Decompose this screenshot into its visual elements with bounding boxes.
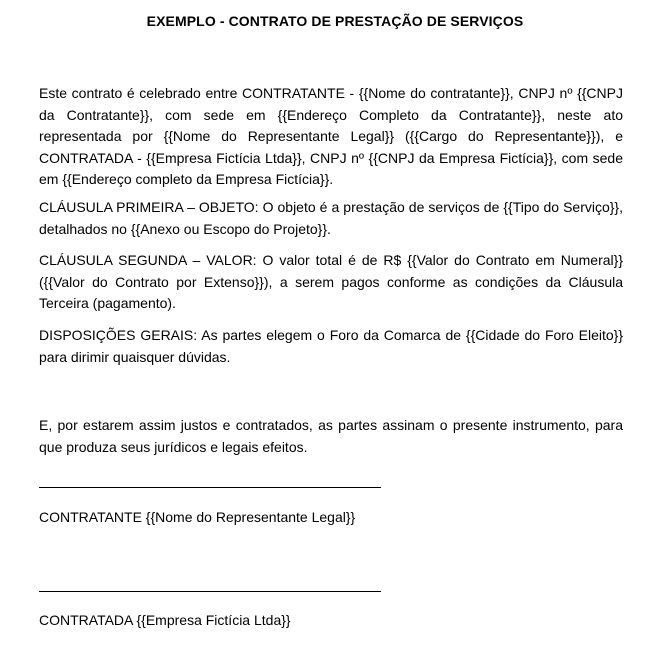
contratada-signature-line (39, 591, 381, 592)
clause-two-paragraph: CLÁUSULA SEGUNDA – VALOR: O valor total é de R$ {{Valor do Contrato em Numeral}} ({{Valor do Contrato por Extenso}}), a serem pagos conforme as condições da Cláusula Terceira (pagamento). (39, 252, 623, 311)
contratante-signature-label: CONTRATANTE {{Nome do Representante Legal}} (39, 509, 356, 525)
contratante-signature-line (39, 487, 381, 488)
document-title: EXEMPLO - CONTRATO DE PRESTAÇÃO DE SERVIÇOS (146, 13, 524, 29)
intro-paragraph: Este contrato é celebrado entre CONTRATANTE - {{Nome do contratante}}, CNPJ nº {{CNPJ da Contratante}}, com sede em {{Endereço Completo da Contratante}}, neste ato representada por {{Nome do Representante Legal}} ({{Cargo do Representante}}), e CONTRATADA - {{Empresa Fictícia Ltda}}, CNPJ nº {{CNPJ da Empresa Fictícia}}, com sede em {{Endereço completo da Empresa Fictícia}}. (39, 85, 623, 187)
clause-one-paragraph: CLÁUSULA PRIMEIRA – OBJETO: O objeto é a prestação de serviços de {{Tipo do Serviço}}, detalhados no {{Anexo ou Escopo do Projeto}}. (39, 199, 623, 237)
general-provisions-paragraph: DISPOSIÇÕES GERAIS: As partes elegem o Foro da Comarca de {{Cidade do Foro Eleito}} para dirimir quaisquer dúvidas. (39, 327, 623, 365)
closing-paragraph: E, por estarem assim justos e contratados, as partes assinam o presente instrumento, para que produza seus jurídicos e legais efeitos. (39, 417, 623, 455)
contratada-signature-label: CONTRATADA {{Empresa Fictícia Ltda}} (39, 612, 291, 628)
